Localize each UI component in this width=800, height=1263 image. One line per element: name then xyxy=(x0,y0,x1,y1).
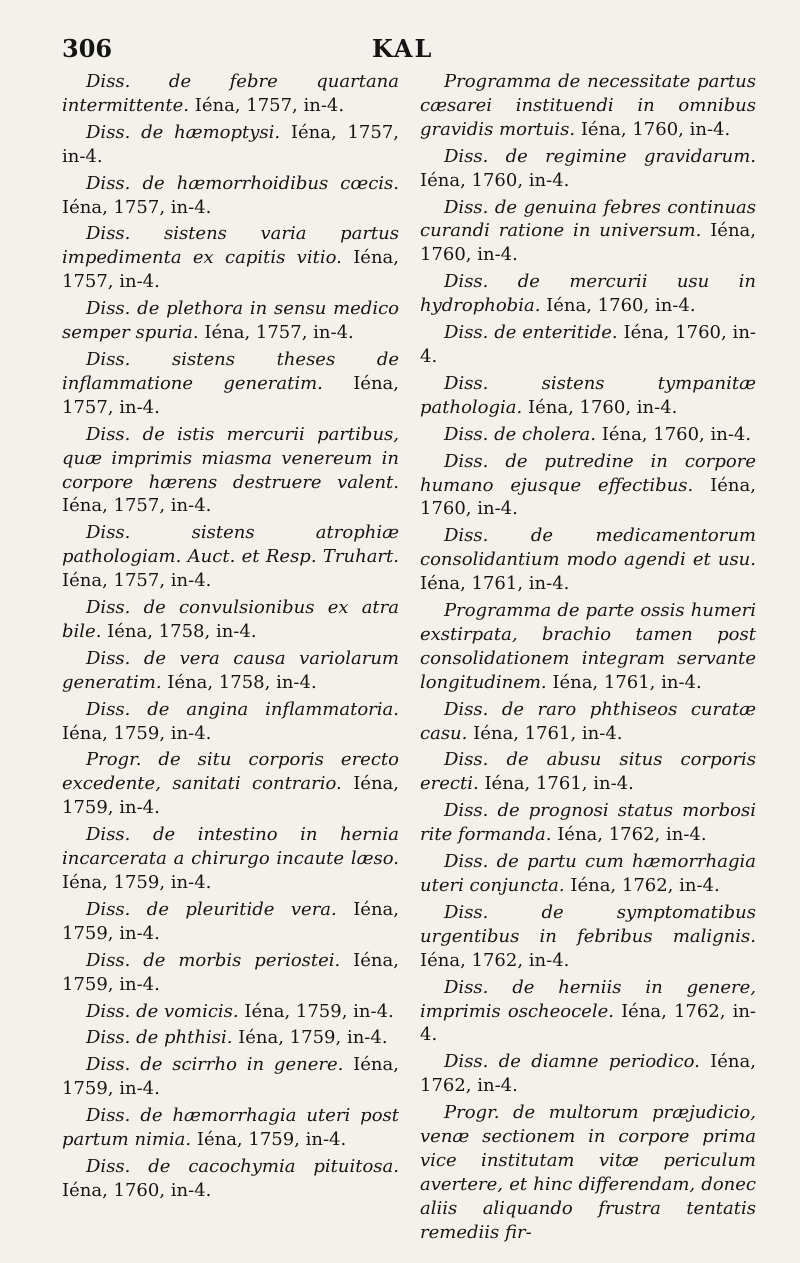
entry-title: Diss. de vera causa variolarum generatim. xyxy=(62,647,399,693)
entry-imprint: Iéna, 1760, in-4. xyxy=(62,1179,212,1201)
page-header xyxy=(0,34,800,68)
entry-imprint: Iéna, 1760, in-4. xyxy=(527,396,678,418)
entry-title: Diss. de vomicis. xyxy=(86,1000,239,1022)
bibliography-entry xyxy=(420,321,756,369)
bibliography-entry xyxy=(62,949,399,997)
entry-imprint: Iéna, 1760, in-4. xyxy=(420,322,756,367)
entry-title: Programma de necessitate partus cæsarei instituendi in omnibus gravidis mortuis. xyxy=(420,71,756,140)
entry-imprint: Iéna, 1761, in-4. xyxy=(484,773,634,795)
bibliography-entry xyxy=(62,1155,399,1203)
entry-title: Diss. sistens theses de inflammatione generatim. xyxy=(62,348,399,394)
bibliography-entry xyxy=(420,901,756,973)
bibliography-entry xyxy=(420,976,756,1048)
entry-imprint: Iéna, 1757, in-4. xyxy=(62,570,212,592)
bibliography-entry xyxy=(62,521,399,593)
entry-title: Diss. de hæmorrhagia uteri post partum nimia. xyxy=(62,1105,399,1151)
entry-title: Diss. de hæmoptysi. xyxy=(86,121,281,143)
bibliography-entry xyxy=(420,196,756,268)
bibliography-entry xyxy=(62,172,399,220)
right-column xyxy=(420,70,756,1248)
entry-imprint: Iéna, 1757, in-4. xyxy=(62,495,212,517)
entry-imprint: Iéna, 1760, in-4. xyxy=(580,118,731,140)
entry-imprint: Iéna, 1759, in-4. xyxy=(62,872,212,893)
entry-imprint: Iéna, 1757, in-4. xyxy=(62,247,399,293)
entry-title: Diss. de cholera. xyxy=(444,423,596,445)
entry-imprint: Iéna, 1760, in-4. xyxy=(420,169,570,191)
entry-title: Diss. sistens varia partus impedimenta ex capitis vitio. xyxy=(62,223,399,269)
entry-imprint: Iéna, 1758, in-4. xyxy=(167,671,317,693)
entry-imprint: Iéna, 1757, in-4. xyxy=(62,121,400,167)
entry-imprint: Iéna, 1759, in-4. xyxy=(62,722,212,744)
entry-title: Diss. de febre quartana intermittente. xyxy=(62,71,399,116)
entry-imprint: Iéna, 1761, in-4. xyxy=(420,573,570,595)
entry-imprint: Iéna, 1760, in-4. xyxy=(601,423,752,445)
entry-title: Diss. de intestino in hernia incarcerata a chirurgo incaute læso. xyxy=(62,824,399,870)
bibliography-entry xyxy=(62,898,399,946)
entry-title: Diss. de raro phthiseos curatæ casu. xyxy=(420,698,756,744)
bibliography-entry xyxy=(420,1050,756,1098)
bibliography-entry xyxy=(420,698,756,746)
entry-title: Diss. de hæmorrhoidibus cœcis. xyxy=(86,172,399,194)
entry-imprint: Iéna, 1761, in-4. xyxy=(473,722,623,744)
entry-imprint: Iéna, 1759, in-4. xyxy=(238,1027,388,1049)
bibliography-entry xyxy=(420,270,756,318)
entry-imprint: Iéna, 1762, in-4. xyxy=(420,949,570,971)
entry-imprint: Iéna, 1759, in-4. xyxy=(62,1054,399,1100)
bibliography-entry xyxy=(420,145,756,193)
bibliography-entry xyxy=(420,799,756,847)
bibliography-entry xyxy=(420,524,756,596)
running-head: KAL xyxy=(372,34,434,63)
entry-title: Programma de parte ossis humeri exstirpata, brachio tamen post consolidationem integram servante longitudinem. xyxy=(420,600,756,693)
entry-imprint: Iéna, 1762, in-4. xyxy=(570,875,720,896)
entry-imprint: Iéna, 1759, in-4. xyxy=(62,949,399,995)
entry-title: Diss. de putredine in corpore humano ejusque effectibus. xyxy=(420,450,756,496)
entry-title: Progr. de situ corporis erecto excedente, sanitati contrario. xyxy=(62,749,399,795)
entry-title: Diss. de plethora in sensu medico semper spuria. xyxy=(62,298,399,344)
entry-imprint: Iéna, 1758, in-4. xyxy=(107,620,257,642)
bibliography-entry xyxy=(62,748,399,820)
entry-title: Diss. de regimine gravidarum. xyxy=(444,145,756,167)
bibliography-entry xyxy=(62,1104,399,1152)
entry-title: Diss. sistens atrophiæ pathologiam. Auct. et Resp. Truhart. xyxy=(62,522,399,568)
bibliography-entry xyxy=(62,823,399,895)
entry-title: Diss. de herniis in genere, imprimis oscheocele. xyxy=(420,976,756,1022)
bibliography-entry xyxy=(62,222,399,294)
entry-imprint: Iéna, 1760, in-4. xyxy=(546,295,696,317)
bibliography-entry xyxy=(62,1000,399,1024)
entry-title: Diss. de genuina febres continuas curandi ratione in universum. xyxy=(420,196,756,242)
entry-title: Diss. de symptomatibus urgentibus in febribus malignis. xyxy=(420,901,756,947)
entry-title: Diss. de diamne periodico. xyxy=(444,1051,700,1073)
entry-imprint: Iéna, 1761, in-4. xyxy=(552,671,702,693)
bibliography-entry xyxy=(62,348,399,420)
bibliography-entry xyxy=(62,1026,399,1050)
bibliography-entry xyxy=(420,423,756,447)
bibliography-entry xyxy=(420,70,756,142)
entry-title: Diss. de mercurii usu in hydrophobia. xyxy=(420,271,756,317)
entry-title: Diss. de partu cum hæmorrhagia uteri conjuncta. xyxy=(420,851,756,896)
bibliography-entry xyxy=(420,748,756,796)
entry-title: Diss. de enteritide. xyxy=(444,322,618,344)
bibliography-entry xyxy=(62,70,399,118)
entry-imprint: Iéna, 1760, in-4. xyxy=(420,220,756,266)
entry-title: Diss. de angina inflammatoria. xyxy=(86,698,399,720)
entry-title: Diss. de phthisi. xyxy=(86,1027,233,1049)
entry-title: Diss. de medicamentorum consolidantium modo agendi et usu. xyxy=(420,525,756,571)
entry-imprint: Iéna, 1757, in-4. xyxy=(194,94,345,116)
entry-title: Diss. de prognosi status morbosi rite formanda. xyxy=(420,800,756,846)
bibliography-entry xyxy=(420,372,756,420)
entry-imprint: Iéna, 1759, in-4. xyxy=(62,898,399,944)
entry-title: Diss. de morbis periostei. xyxy=(86,949,341,971)
page-number: 306 xyxy=(62,34,113,63)
entry-imprint: Iéna, 1757, in-4. xyxy=(62,372,399,418)
entry-imprint: Iéna, 1760, in-4. xyxy=(420,474,756,520)
bibliography-entry xyxy=(62,121,399,169)
bibliography-entry xyxy=(420,450,756,522)
entry-title: Progr. de multorum præjudicio, venæ sectionem in corpore prima vice institutam vitæ periculum avertere, et hinc differendam, donec aliis aliquando frustra tentatis remediis fir- xyxy=(420,1102,756,1243)
entry-title: Diss. de abusu situs corporis erecti. xyxy=(420,749,756,795)
bibliography-entry xyxy=(420,850,756,898)
bibliography-entry xyxy=(62,297,399,345)
entry-title: Diss. de pleuritide vera. xyxy=(86,898,337,920)
entry-title: Diss. de scirrho in genere. xyxy=(86,1054,344,1076)
entry-imprint: Iéna, 1759, in-4. xyxy=(196,1129,347,1151)
entry-imprint: Iéna, 1757, in-4. xyxy=(204,322,354,344)
entry-imprint: Iéna, 1759, in-4. xyxy=(62,773,399,819)
bibliography-entry xyxy=(62,423,399,519)
entry-imprint: Iéna, 1757, in-4. xyxy=(62,196,212,218)
bibliography-entry xyxy=(62,1053,399,1101)
entry-title: Diss. de istis mercurii partibus, quæ imprimis miasma venereum in corpore hærens destruere valent. xyxy=(62,423,399,493)
bibliography-entry xyxy=(62,698,399,746)
bibliography-entry xyxy=(420,1101,756,1244)
bibliography-entry xyxy=(420,599,756,695)
entry-title: Diss. sistens tympanitæ pathologia. xyxy=(420,372,756,418)
bibliography-entry xyxy=(62,596,399,644)
entry-imprint: Iéna, 1762, in-4. xyxy=(557,824,707,846)
entry-title: Diss. de convulsionibus ex atra bile. xyxy=(62,597,399,642)
left-column xyxy=(62,70,399,1206)
entry-title: Diss. de cacochymia pituitosa. xyxy=(86,1155,399,1177)
entry-imprint: Iéna, 1762, in-4. xyxy=(420,1000,756,1046)
bibliography-entry xyxy=(62,647,399,695)
entry-imprint: Iéna, 1759, in-4. xyxy=(244,1000,394,1022)
entry-imprint: Iéna, 1762, in-4. xyxy=(420,1051,756,1097)
